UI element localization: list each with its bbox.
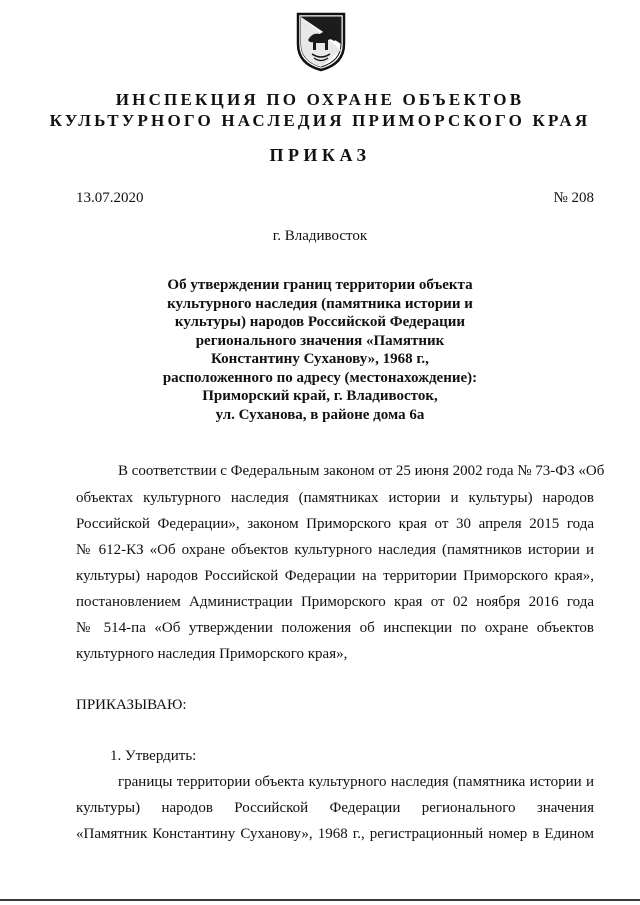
subject-line: регионального значения «Памятник [195, 332, 445, 349]
subject-line: расположенного по адресу (местонахождение): [162, 369, 478, 386]
order-item-line: культуры) народов Российской Федерации регионального значения [76, 800, 594, 816]
subject-line: Приморский край, г. Владивосток, [202, 388, 438, 404]
preamble-line: В соответствии с Федеральным законом от 25 июня 2002 года № 73-ФЗ «Об [118, 463, 605, 479]
preamble-line: объектах культурного наследия (памятниках истории и культуры) народов [76, 490, 594, 506]
organization-name-line-1: ИНСПЕКЦИЯ ПО ОХРАНЕ ОБЪЕКТОВ [115, 90, 525, 109]
subject-line: Константину Суханову», 1968 г., [211, 351, 429, 367]
document-subject [150, 276, 490, 424]
subject-line: Об утверждении границ территории объекта [167, 277, 473, 293]
organization-name-line-2: КУЛЬТУРНОГО НАСЛЕДИЯ ПРИМОРСКОГО КРАЯ [49, 111, 591, 130]
subject-line: ул. Суханова, в районе дома 6а [215, 406, 425, 423]
order-word: ПРИКАЗЫВАЮ: [76, 697, 187, 713]
order-item-line: границы территории объекта культурного наследия (памятника истории и [118, 774, 594, 790]
order-item-line: «Памятник Константину Суханову», 1968 г., регистрационный номер в Едином [76, 826, 594, 842]
document-date: 13.07.2020 [76, 190, 144, 206]
document-city: г. Владивосток [272, 228, 368, 244]
page-bottom-edge [0, 899, 640, 901]
document-type-title: ПРИКАЗ [269, 145, 371, 165]
subject-line: культурного наследия (памятника истории и [167, 295, 473, 312]
subject-line: культуры) народов Российской Федерации [174, 314, 466, 330]
preamble-line: № 612-КЗ «Об охране объектов культурного наследия (памятников истории и [76, 542, 594, 558]
preamble-line: Российской Федерации», законом Приморского края от 30 апреля 2015 года [76, 516, 594, 532]
order-item-1-heading: 1. Утвердить: [110, 748, 197, 764]
document-number: № 208 [553, 190, 594, 206]
coat-of-arms-icon [294, 10, 348, 72]
preamble-line: культуры) народов Российской Федерации на территории Приморского края», [76, 568, 594, 584]
preamble-line: № 514-па «Об утверждении положения об инспекции по охране объектов [76, 620, 594, 636]
preamble-line: культурного наследия Приморского края», [76, 646, 348, 662]
preamble-line: постановлением Администрации Приморского края от 02 ноября 2016 года [76, 594, 594, 610]
